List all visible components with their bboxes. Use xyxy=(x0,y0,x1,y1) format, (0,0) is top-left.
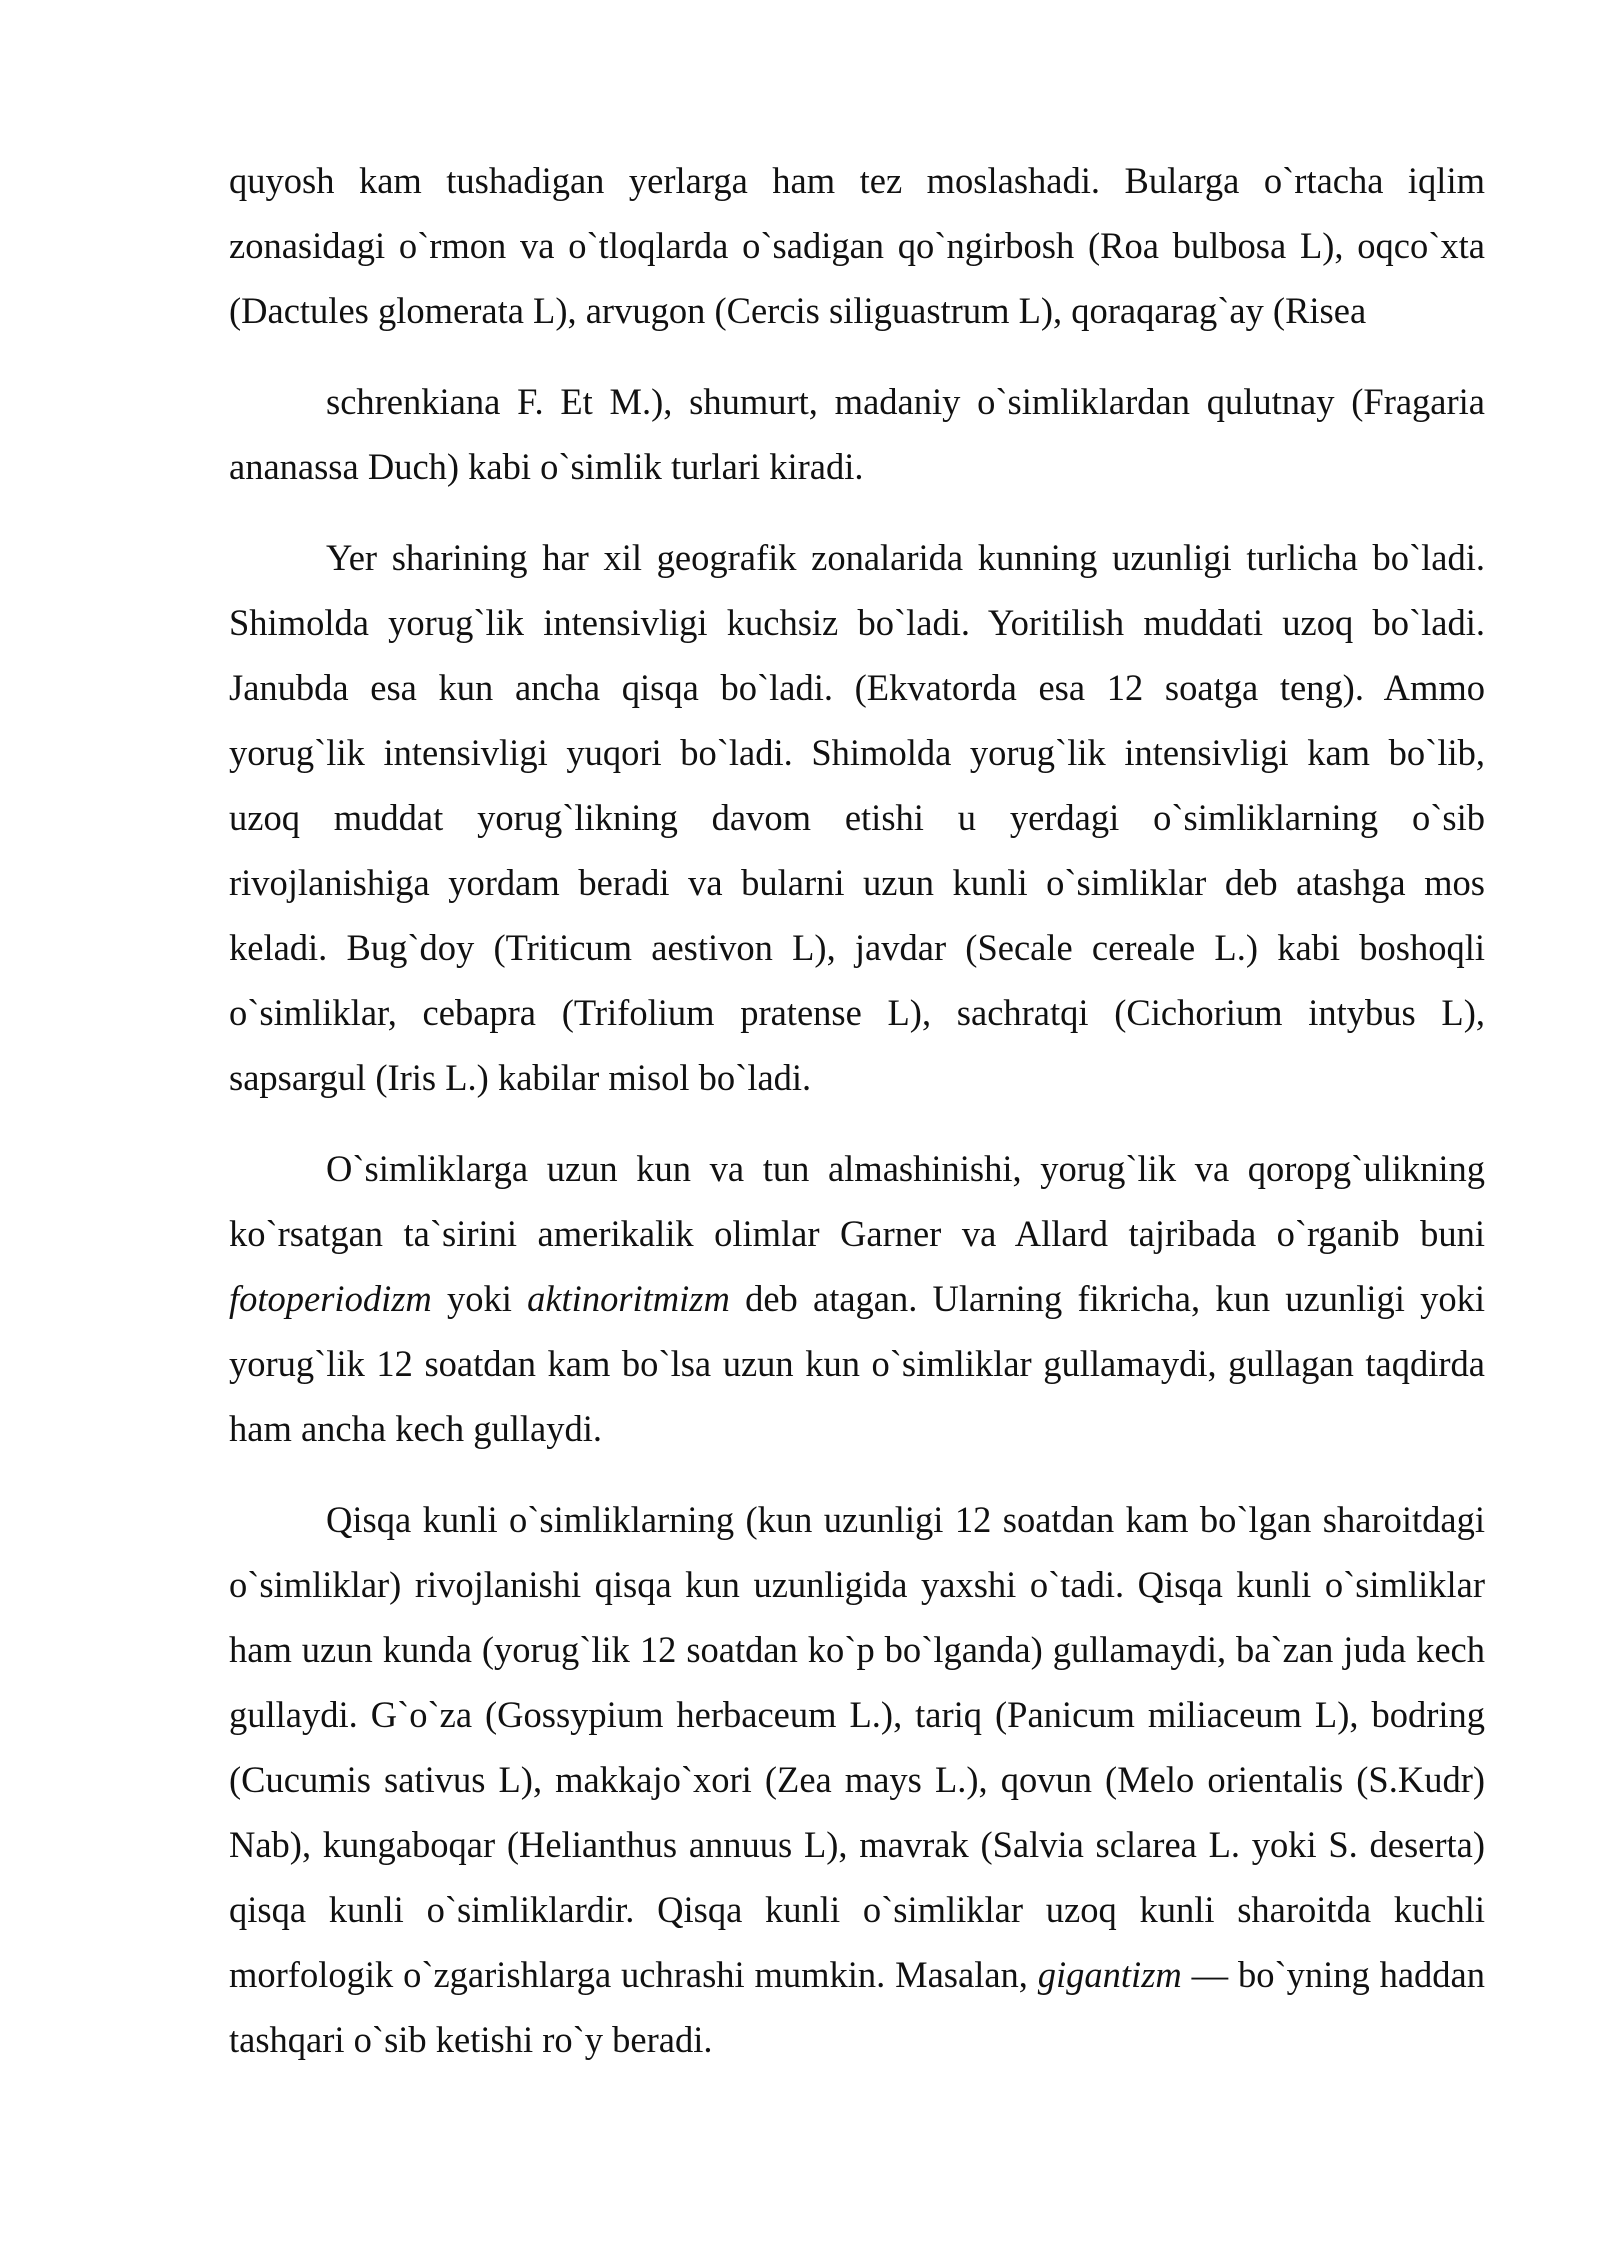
paragraph-4-text-a: O`simliklarga uzun kun va tun almashinishi, yorug`lik va qoropg`ulikning ko`rsatgan ta`sirini amerikalik olimlar Garner va Allard tajribada o`rganib buni xyxy=(229,1148,1485,1254)
paragraph-5-text-b: — bo`yning haddan tashqari o`sib ketishi ro`y beradi. xyxy=(229,1954,1485,2060)
term-gigantizm: gigantizm xyxy=(1037,1954,1182,1995)
term-fotoperiodizm: fotoperiodizm xyxy=(229,1278,432,1319)
document-page xyxy=(229,148,1485,2072)
paragraph-4-text-b: yoki xyxy=(431,1278,528,1319)
paragraph-5 xyxy=(229,1487,1485,2072)
paragraph-5-text-a: Qisqa kunli o`simliklarning (kun uzunligi 12 soatdan kam bo`lgan sharoitdagi o`simliklar) rivojlanishi qisqa kun uzunligida yaxshi o`tadi. Qisqa kunli o`simliklar ham uzun kunda (yorug`lik 12 soatdan ko`p bo`lganda) gullamaydi, ba`zan juda kech gullaydi. G`o`za (Gossypium herbaceum L.), tariq (Panicum miliaceum L), bodring (Cucumis sativus L), makkajo`xori (Zea mays L.), qovun (Melo orientalis (S.Kudr) Nab), kungaboqar (Helianthus annuus L), mavrak (Salvia sclarea L. yoki S. deserta) qisqa kunli o`simliklardir. Qisqa kunli o`simliklar uzoq kunli sharoitda kuchli morfologik o`zgarishlarga uchrashi mumkin. Masalan, xyxy=(229,1499,1485,1995)
paragraph-1: quyosh kam tushadigan yerlarga ham tez moslashadi. Bularga o`rtacha iqlim zonasidagi o`rmon va o`tloqlarda o`sadigan qo`ngirbosh (Roa bulbosa L), oqco`xta (Dactules glomerata L), arvugon (Cercis siliguastrum L), qoraqarag`ay (Risea xyxy=(229,160,1485,331)
paragraph-2: schrenkiana F. Et M.), shumurt, madaniy o`simliklardan qulutnay (Fragaria ananassa Duch) kabi o`simlik turlari kiradi. xyxy=(229,381,1485,487)
term-aktinoritmizm: aktinoritmizm xyxy=(527,1278,730,1319)
paragraph-4-text-c: deb atagan. Ularning fikricha, kun uzunligi yoki yorug`lik 12 soatdan kam bo`lsa uzun kun o`simliklar gullamaydi, gullagan taqdirda ham ancha kech gullaydi. xyxy=(229,1278,1485,1449)
paragraph-4 xyxy=(229,1136,1485,1461)
paragraph-3: Yer sharining har xil geografik zonalarida kunning uzunligi turlicha bo`ladi. Shimolda yorug`lik intensivligi kuchsiz bo`ladi. Yoritilish muddati uzoq bo`ladi. Janubda esa kun ancha qisqa bo`ladi. (Ekvatorda esa 12 soatga teng). Ammo yorug`lik intensivligi yuqori bo`ladi. Shimolda yorug`lik intensivligi kam bo`lib, uzoq muddat yorug`likning davom etishi u yerdagi o`simliklarning o`sib rivojlanishiga yordam beradi va bularni uzun kunli o`simliklar deb atashga mos keladi. Bug`doy (Triticum aestivon L), javdar (Secale cereale L.) kabi boshoqli o`simliklar, cebapra (Trifolium pratense L), sachratqi (Cichorium intybus L), sapsargul (Iris L.) kabilar misol bo`ladi. xyxy=(229,537,1485,1098)
